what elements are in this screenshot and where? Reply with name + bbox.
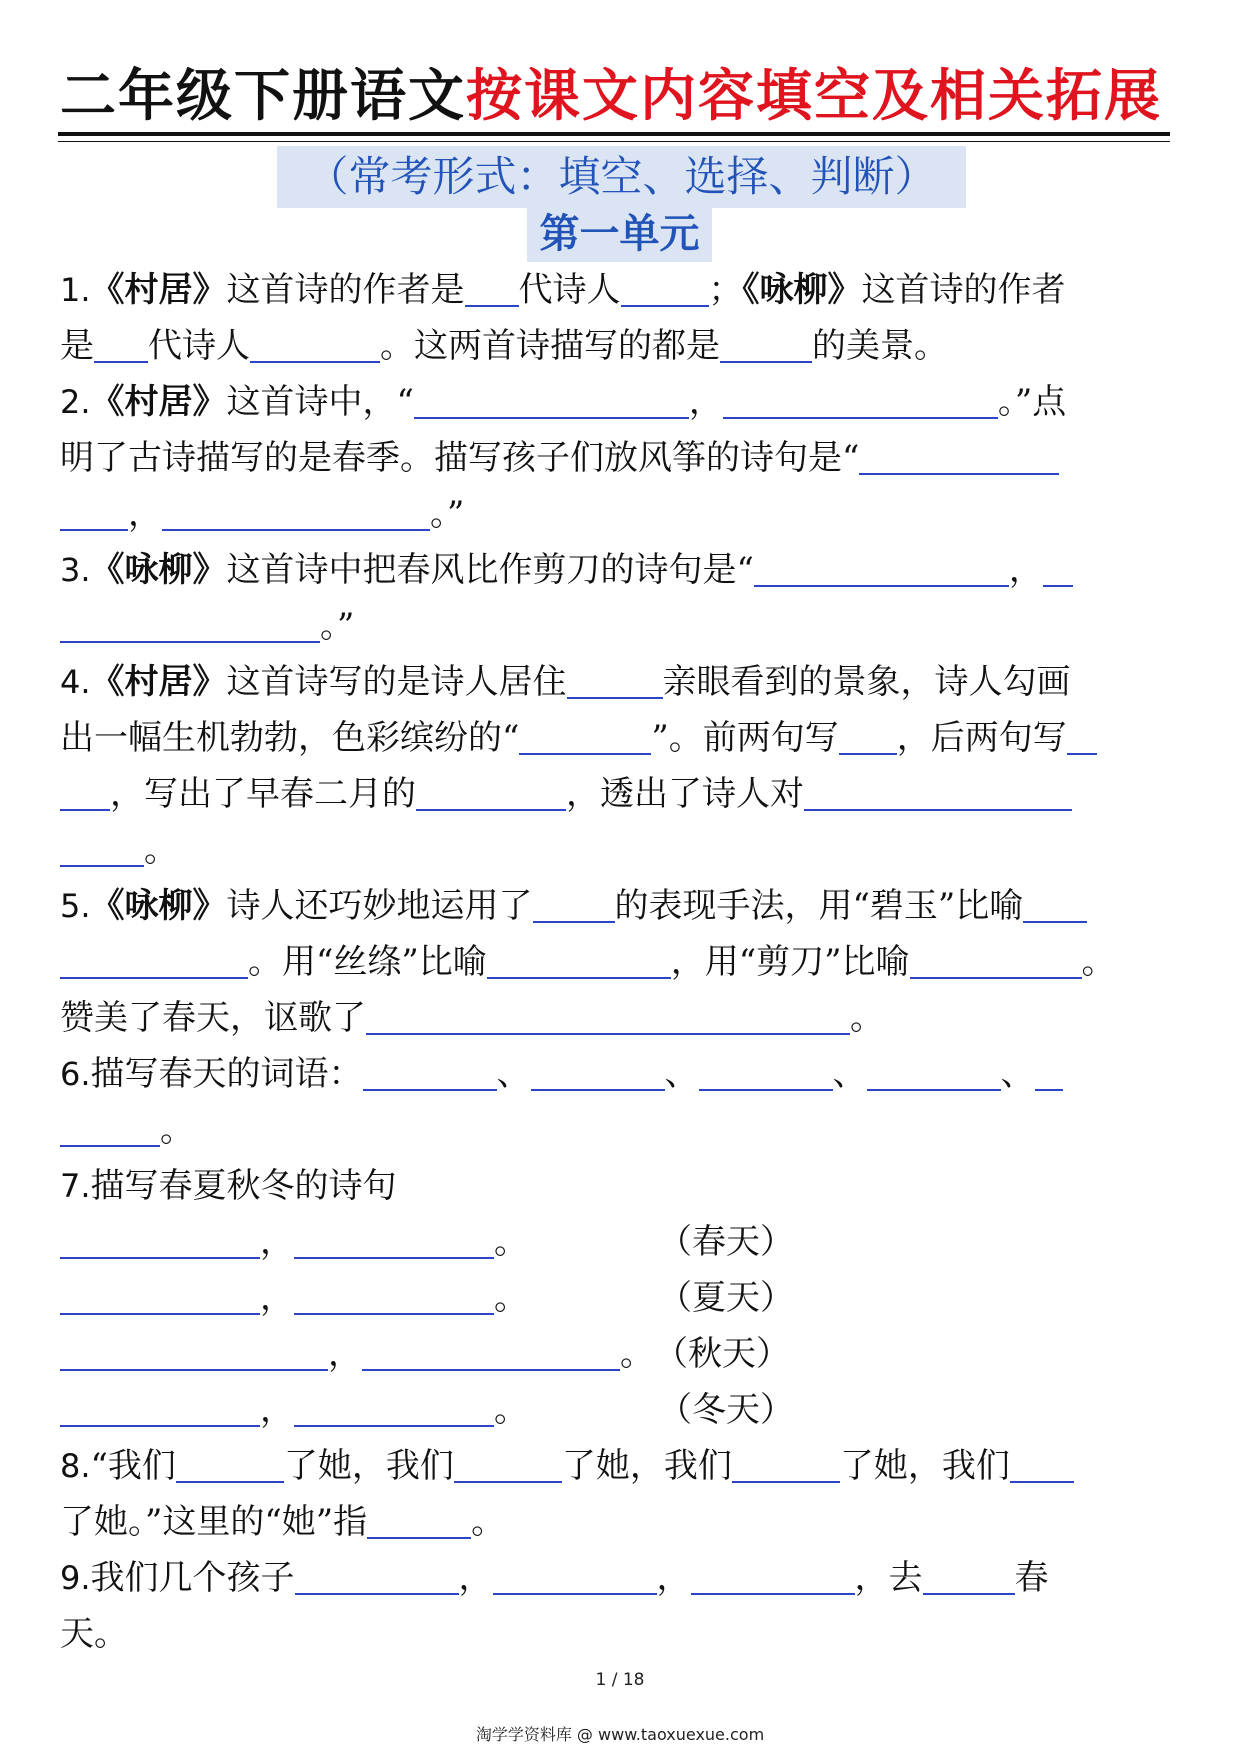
question-5-line-3: [60, 990, 1180, 1046]
blank[interactable]: [60, 937, 248, 979]
season-label: （春天）: [658, 1222, 794, 1262]
question-9-line-2: [60, 1606, 1180, 1662]
question-7-spring: [60, 1214, 1180, 1270]
blank[interactable]: [910, 937, 1082, 979]
blank[interactable]: [366, 993, 850, 1035]
question-text: ，后两句写: [896, 718, 1067, 758]
blank[interactable]: [60, 1329, 328, 1371]
blank[interactable]: [867, 1049, 1001, 1091]
question-text: 。”: [430, 494, 465, 534]
question-text: 这首诗的作者是: [226, 270, 465, 310]
blank[interactable]: [531, 1049, 665, 1091]
question-3-line-1: [60, 542, 1180, 598]
blank[interactable]: [1043, 545, 1073, 587]
question-text: 。”: [320, 606, 355, 646]
question-text: 了她，我们: [283, 1446, 454, 1486]
blank[interactable]: [754, 545, 1009, 587]
blank[interactable]: [723, 377, 998, 419]
question-text: 。: [850, 998, 884, 1038]
blank[interactable]: [60, 1273, 260, 1315]
blank[interactable]: [60, 601, 320, 643]
book-title: 《村居》: [90, 270, 227, 310]
title-grade: 二年级下册语文: [60, 64, 466, 129]
question-text: 。用“丝绦”比喻: [248, 942, 487, 982]
blank[interactable]: [414, 377, 689, 419]
question-text: 。”点: [997, 382, 1067, 422]
question-number: 6.: [60, 1055, 91, 1093]
blank[interactable]: [250, 321, 380, 363]
comma: ，: [260, 1278, 294, 1318]
blank[interactable]: [1035, 1049, 1063, 1091]
question-text: 这首诗中，“: [226, 382, 414, 422]
unit-heading: 第一单元: [527, 206, 712, 262]
blank[interactable]: [804, 769, 1072, 811]
question-text: ，: [688, 382, 723, 422]
blank[interactable]: [60, 769, 110, 811]
question-number: 1.: [60, 271, 91, 309]
question-8-line-1: [60, 1438, 1180, 1494]
blank[interactable]: [60, 1105, 160, 1147]
question-text: 这首诗写的是诗人居住: [226, 662, 567, 702]
season-label: （夏天）: [658, 1278, 794, 1318]
book-title: 《村居》: [90, 662, 227, 702]
question-text: ，: [128, 494, 162, 534]
blank[interactable]: [162, 489, 430, 531]
question-text: 这首诗中把春风比作剪刀的诗句是“: [226, 550, 754, 590]
page-title: [60, 62, 1170, 132]
blank[interactable]: [487, 937, 671, 979]
blank[interactable]: [1010, 1441, 1074, 1483]
question-text: ”。前两句写: [651, 718, 839, 758]
question-7-line-1: [60, 1158, 1180, 1214]
question-text: 这首诗的作者: [861, 270, 1066, 310]
question-5-line-2: [60, 934, 1180, 990]
blank[interactable]: [363, 1049, 497, 1091]
period: 。: [494, 1222, 528, 1262]
question-text: 明了古诗描写的是春季。描写孩子们放风筝的诗句是“: [60, 438, 860, 478]
question-text: 赞美了春天，讴歌了: [60, 998, 366, 1038]
question-number: 8.: [60, 1447, 91, 1485]
question-text: 。: [471, 1502, 506, 1542]
question-text: 。: [144, 830, 178, 870]
blank[interactable]: [1023, 881, 1087, 923]
blank[interactable]: [176, 1441, 284, 1483]
question-text: 描写春天的词语：: [90, 1054, 363, 1094]
question-list: [60, 262, 1180, 1662]
question-text: 的表现手法，用“碧玉”比喻: [614, 886, 1024, 926]
question-4-line-3: [60, 766, 1180, 822]
comma: ，: [328, 1334, 362, 1374]
question-text: ，: [656, 1558, 691, 1598]
question-4-line-4: [60, 822, 1180, 878]
separator: 、: [664, 1054, 699, 1094]
question-4-line-2: [60, 710, 1180, 766]
blank[interactable]: [859, 433, 1059, 475]
question-text: ，去: [854, 1558, 923, 1598]
question-text: 。这两首诗描写的都是: [380, 326, 720, 366]
question-9-line-1: [60, 1550, 1180, 1606]
question-number: 5.: [60, 887, 91, 925]
question-text: 我们几个孩子: [90, 1558, 295, 1598]
question-text: 代诗人: [148, 326, 250, 366]
blank[interactable]: [567, 657, 663, 699]
question-text: ，透出了诗人对: [566, 774, 804, 814]
question-1-line-2: [60, 318, 1180, 374]
question-text: 了她。”这里的“她”指: [60, 1502, 368, 1542]
question-text: 。: [1081, 942, 1116, 982]
blank[interactable]: [60, 1217, 260, 1259]
question-7-winter: [60, 1382, 1180, 1438]
question-text: 亲眼看到的景象，诗人勾画: [662, 662, 1071, 702]
blank[interactable]: [732, 1441, 840, 1483]
question-4-line-1: [60, 654, 1180, 710]
question-number: 3.: [60, 551, 91, 589]
question-text: 了她，我们: [561, 1446, 732, 1486]
question-text: 春: [1014, 1558, 1049, 1598]
question-text: 了她，我们: [839, 1446, 1010, 1486]
blank[interactable]: [691, 1553, 855, 1595]
question-5-line-1: [60, 878, 1180, 934]
question-text: 天。: [60, 1614, 128, 1654]
separator: 、: [832, 1054, 867, 1094]
book-title: 《咏柳》: [90, 886, 227, 926]
question-2-line-1: [60, 374, 1180, 430]
question-6-line-1: [60, 1046, 1180, 1102]
blank[interactable]: [839, 713, 897, 755]
blank[interactable]: [294, 1273, 494, 1315]
period: 。: [620, 1334, 654, 1374]
blank[interactable]: [454, 1441, 562, 1483]
question-text: 是: [60, 326, 94, 366]
blank[interactable]: [1067, 713, 1097, 755]
blank[interactable]: [294, 1385, 494, 1427]
question-6-line-2: [60, 1102, 1180, 1158]
subtitle-exam-forms: （常考形式：填空、选择、判断）: [277, 146, 966, 208]
question-text: 诗人还巧妙地运用了: [226, 886, 533, 926]
blank[interactable]: [533, 881, 615, 923]
watermark: 淘学学资料库 @ www.taoxuexue.com: [475, 1725, 765, 1744]
question-3-line-2: [60, 598, 1180, 654]
question-1-line-1: [60, 262, 1180, 318]
title-rule-thin: [58, 141, 1170, 142]
question-2-line-2: [60, 430, 1180, 486]
separator: 、: [496, 1054, 531, 1094]
question-number: 7.: [60, 1167, 91, 1205]
blank[interactable]: [362, 1329, 620, 1371]
blank[interactable]: [465, 265, 519, 307]
question-2-line-3: [60, 486, 1180, 542]
question-number: 9.: [60, 1559, 91, 1597]
blank[interactable]: [295, 1553, 459, 1595]
book-title: 《村居》: [90, 382, 227, 422]
blank[interactable]: [699, 1049, 833, 1091]
page-number: 1 / 18: [595, 1670, 645, 1690]
question-text: ，写出了早春二月的: [110, 774, 416, 814]
season-label: （秋天）: [654, 1334, 790, 1374]
comma: ，: [260, 1390, 294, 1430]
blank[interactable]: [60, 825, 144, 867]
question-text: ，用“剪刀”比喻: [670, 942, 910, 982]
blank[interactable]: [60, 1385, 260, 1427]
question-7-autumn: [60, 1326, 1180, 1382]
period: 。: [494, 1278, 528, 1318]
question-text: 。: [160, 1110, 194, 1150]
question-text: 代诗人: [518, 270, 621, 310]
title-topic: 按课文内容填空及相关拓展: [466, 64, 1162, 129]
blank[interactable]: [923, 1553, 1015, 1595]
question-7-summer: [60, 1270, 1180, 1326]
blank[interactable]: [621, 265, 709, 307]
question-text: ，: [1008, 550, 1043, 590]
question-8-line-2: [60, 1494, 1180, 1550]
comma: ，: [260, 1222, 294, 1262]
blank[interactable]: [94, 321, 148, 363]
period: 。: [494, 1390, 528, 1430]
blank[interactable]: [493, 1553, 657, 1595]
blank[interactable]: [60, 489, 128, 531]
title-rule-thick: [58, 132, 1170, 136]
blank[interactable]: [519, 713, 651, 755]
question-text: 的美景。: [812, 326, 948, 366]
question-text: ，: [458, 1558, 493, 1598]
separator: 、: [1000, 1054, 1035, 1094]
blank[interactable]: [416, 769, 566, 811]
question-text: 描写春夏秋冬的诗句: [90, 1166, 397, 1206]
blank[interactable]: [367, 1497, 471, 1539]
book-title: 《咏柳》: [90, 550, 227, 590]
blank[interactable]: [720, 321, 812, 363]
question-number: 4.: [60, 663, 91, 701]
question-text: “我们: [90, 1446, 176, 1486]
book-title: 《咏柳》: [742, 270, 862, 310]
question-number: 2.: [60, 383, 91, 421]
blank[interactable]: [294, 1217, 494, 1259]
season-label: （冬天）: [658, 1390, 794, 1430]
question-text: 出一幅生机勃勃，色彩缤纷的“: [60, 718, 520, 758]
question-text: ；: [708, 270, 743, 310]
